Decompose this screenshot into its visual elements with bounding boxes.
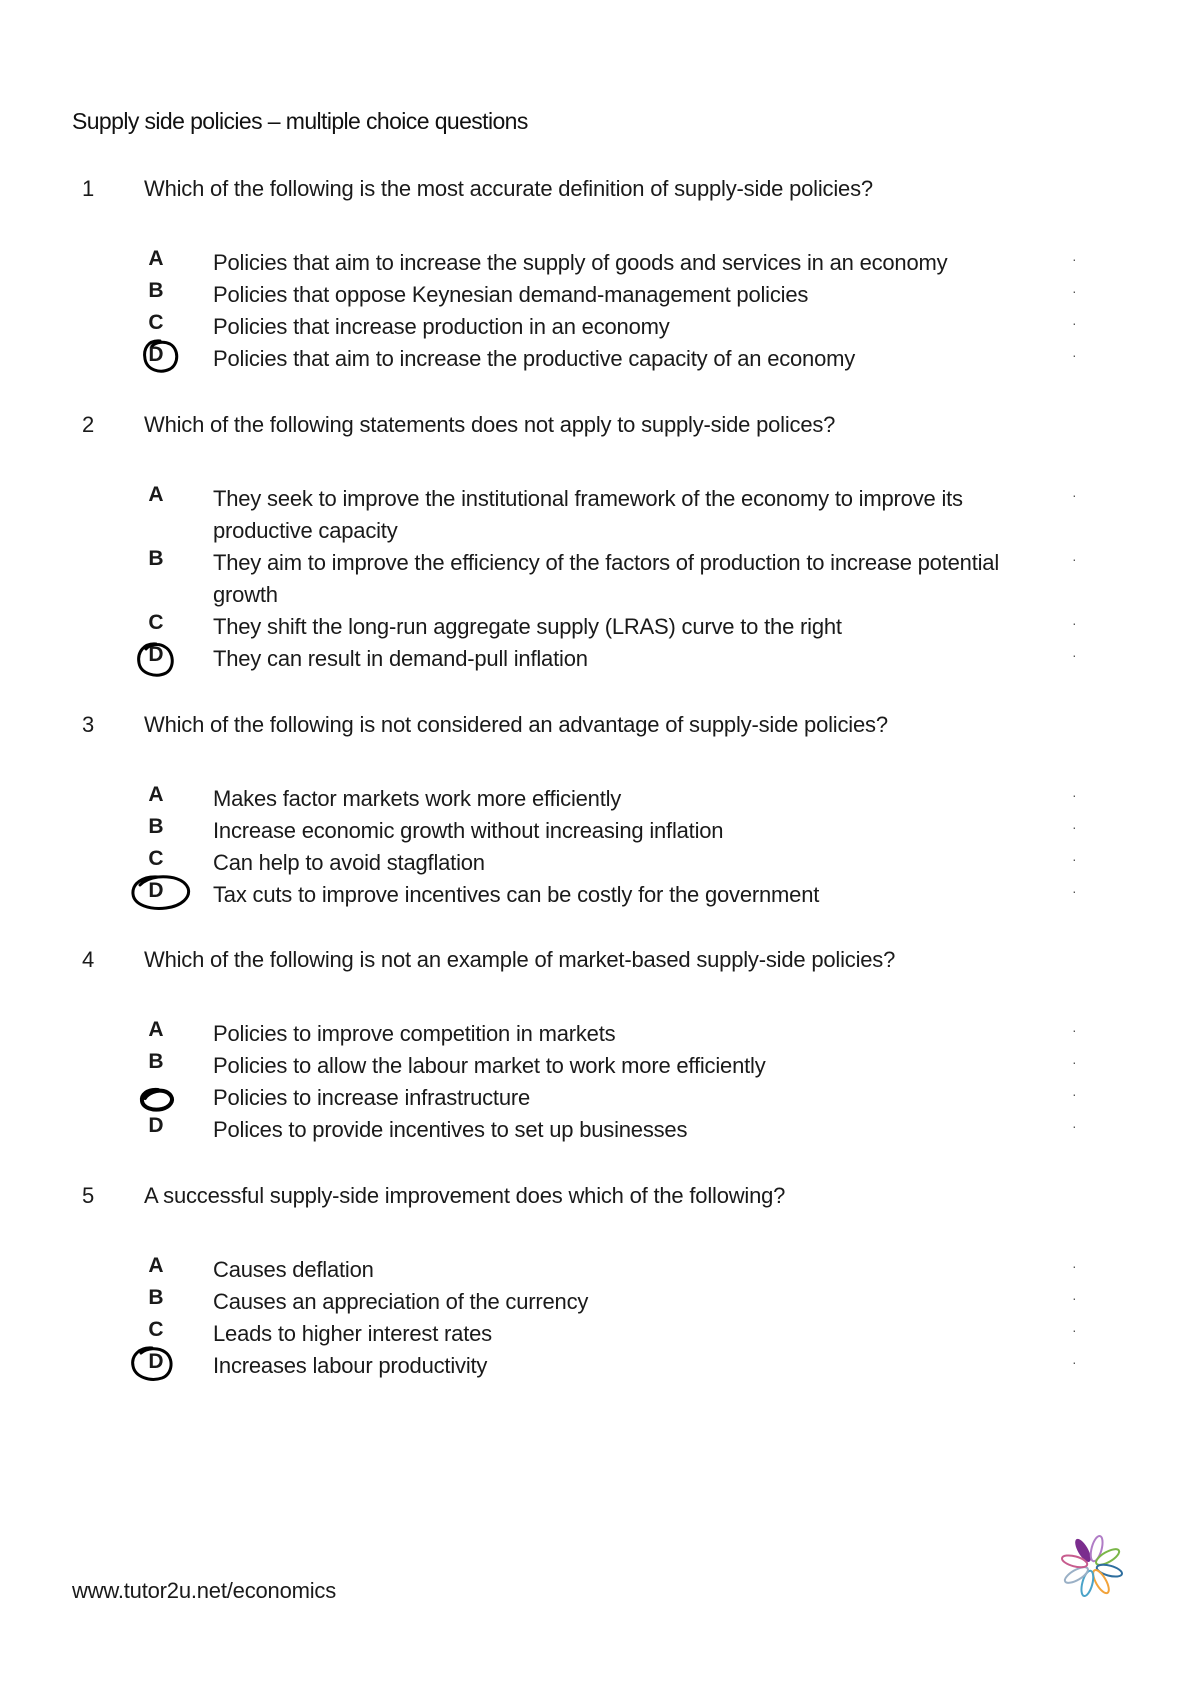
answer-circle-icon [138,1086,176,1114]
option-marker: · [1072,551,1077,567]
option-letter: D [148,1114,164,1137]
option-marker: · [1072,283,1077,299]
option-marker: · [1072,1290,1077,1306]
option-marker: · [1072,487,1077,503]
option-letter: D [148,1350,164,1373]
option-text: They can result in demand-pull inflation [213,646,588,671]
option-letter: A [148,483,164,506]
option-letter: C [148,847,164,870]
answer-circle-icon [134,640,178,682]
option-marker: · [1072,1022,1077,1038]
page-title: Supply side policies – multiple choice questions [72,108,528,134]
answer-circle-icon [140,337,182,377]
question-text: A successful supply-side improvement does which of the following? [144,1183,786,1208]
option-letter: B [148,279,164,302]
option-text: Causes deflation [213,1257,374,1282]
option-letter: D [148,879,164,902]
option-letter: A [148,783,164,806]
option-marker: · [1072,883,1077,899]
option-letter: B [148,815,164,838]
question-text: Which of the following is not an example of market-based supply-side policies? [144,947,896,972]
answer-circle-icon [128,1344,178,1386]
option-text: Leads to higher interest rates [213,1321,492,1346]
option-marker: · [1072,1086,1077,1102]
option-letter: B [148,547,164,570]
question-text: Which of the following statements does not apply to supply-side polices? [144,412,836,437]
option-marker: · [1072,251,1077,267]
footer-url[interactable]: www.tutor2u.net/economics [72,1578,337,1603]
option-marker: · [1072,347,1077,363]
option-text: Increases labour productivity [213,1353,488,1378]
option-text: Policies that oppose Keynesian demand-management policies [213,282,809,307]
option-text: Causes an appreciation of the currency [213,1289,589,1314]
option-marker: · [1072,819,1077,835]
option-letter: D [148,343,164,366]
option-marker: · [1072,851,1077,867]
option-text: They seek to improve the institutional framework of the economy to improve its productive capacity [213,486,963,543]
option-marker: · [1072,787,1077,803]
option-marker: · [1072,1118,1077,1134]
option-text: Policies to allow the labour market to work more efficiently [213,1053,766,1078]
option-text: Policies that increase production in an economy [213,314,670,339]
option-letter: A [148,1018,164,1041]
option-letter: A [148,1254,164,1277]
option-text: Policies that aim to increase the supply of goods and services in an economy [213,250,948,275]
option-text: Tax cuts to improve incentives can be costly for the government [213,882,820,907]
option-marker: · [1072,647,1077,663]
option-marker: · [1072,615,1077,631]
option-letter: B [148,1286,164,1309]
question-text: Which of the following is not considered an advantage of supply-side policies? [144,712,888,737]
option-letter: C [148,311,164,334]
option-letter: C [148,611,164,634]
question-number: 5 [82,1183,95,1208]
answer-circle-icon [128,872,194,914]
question-number: 3 [82,712,95,737]
option-text: Policies that aim to increase the productive capacity of an economy [213,346,856,371]
option-letter: A [148,247,164,270]
option-marker: · [1072,1322,1077,1338]
question-number: 4 [82,947,95,972]
option-text: Polices to provide incentives to set up businesses [213,1117,688,1142]
option-marker: · [1072,1054,1077,1070]
option-marker: · [1072,1354,1077,1370]
flower-logo-icon [1056,1530,1128,1602]
option-text: Policies to improve competition in markets [213,1021,616,1046]
option-text: Can help to avoid stagflation [213,850,485,875]
option-text: Increase economic growth without increasing inflation [213,818,724,843]
option-letter: B [148,1050,164,1073]
option-letter: C [148,1318,164,1341]
option-marker: · [1072,315,1077,331]
option-letter: D [148,643,164,666]
question-number: 1 [82,176,95,201]
question-text: Which of the following is the most accurate definition of supply-side policies? [144,176,873,201]
option-text: Policies to increase infrastructure [213,1085,531,1110]
option-text: They aim to improve the efficiency of the factors of production to increase potential growth [213,550,1000,607]
question-number: 2 [82,412,95,437]
option-text: They shift the long-run aggregate supply (LRAS) curve to the right [213,614,842,639]
option-marker: · [1072,1258,1077,1274]
option-text: Makes factor markets work more efficiently [213,786,622,811]
